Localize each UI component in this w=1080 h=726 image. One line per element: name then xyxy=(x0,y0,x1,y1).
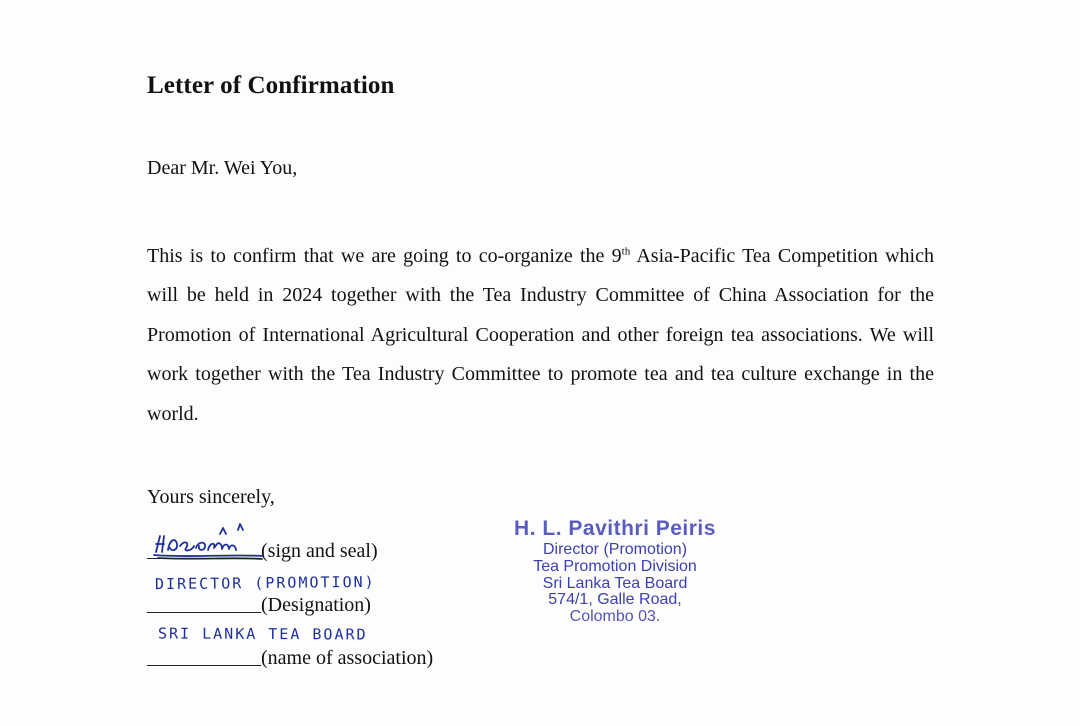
designation-line xyxy=(147,592,371,617)
letter-title: Letter of Confirmation xyxy=(147,72,395,99)
letter-body xyxy=(147,232,934,434)
stamp-division: Tea Promotion Division xyxy=(533,557,697,575)
body-text: This is to confirm that we are going to co-organize the 9th Asia-Pacific Tea Competition which will be held in 2024 together with the Tea Industry Committee of China Association for the Promotion of International Agricultural Cooperation and other foreign tea associations. We will work together with the Tea Industry Committee to promote tea and tea culture exchange in the world. xyxy=(147,244,934,425)
designation-blank xyxy=(147,594,261,613)
handwritten-designation: DIRECTOR (PROMOTION) xyxy=(154,572,376,594)
sign-label: (sign and seal) xyxy=(261,540,378,562)
closing: Yours sincerely, xyxy=(147,486,275,508)
sign-blank xyxy=(147,540,261,559)
ordinal-suffix: th xyxy=(621,245,631,257)
association-label: (name of association) xyxy=(261,647,434,669)
stamp-name: H. L. Pavithri Peiris xyxy=(514,517,716,540)
official-stamp xyxy=(490,516,740,626)
designation-label: (Designation) xyxy=(261,594,371,616)
association-line xyxy=(147,645,433,670)
stamp-city: Colombo 03. xyxy=(569,608,661,626)
stamp-organization: Sri Lanka Tea Board xyxy=(542,574,688,592)
association-blank xyxy=(147,647,261,666)
handwritten-association: SRI LANKA TEA BOARD xyxy=(157,624,368,644)
sign-line xyxy=(147,538,378,563)
stamp-address: 574/1, Galle Road, xyxy=(548,591,682,609)
stamp-title: Director (Promotion) xyxy=(542,541,688,558)
body-paragraph xyxy=(147,232,934,434)
salutation: Dear Mr. Wei You, xyxy=(147,157,298,179)
